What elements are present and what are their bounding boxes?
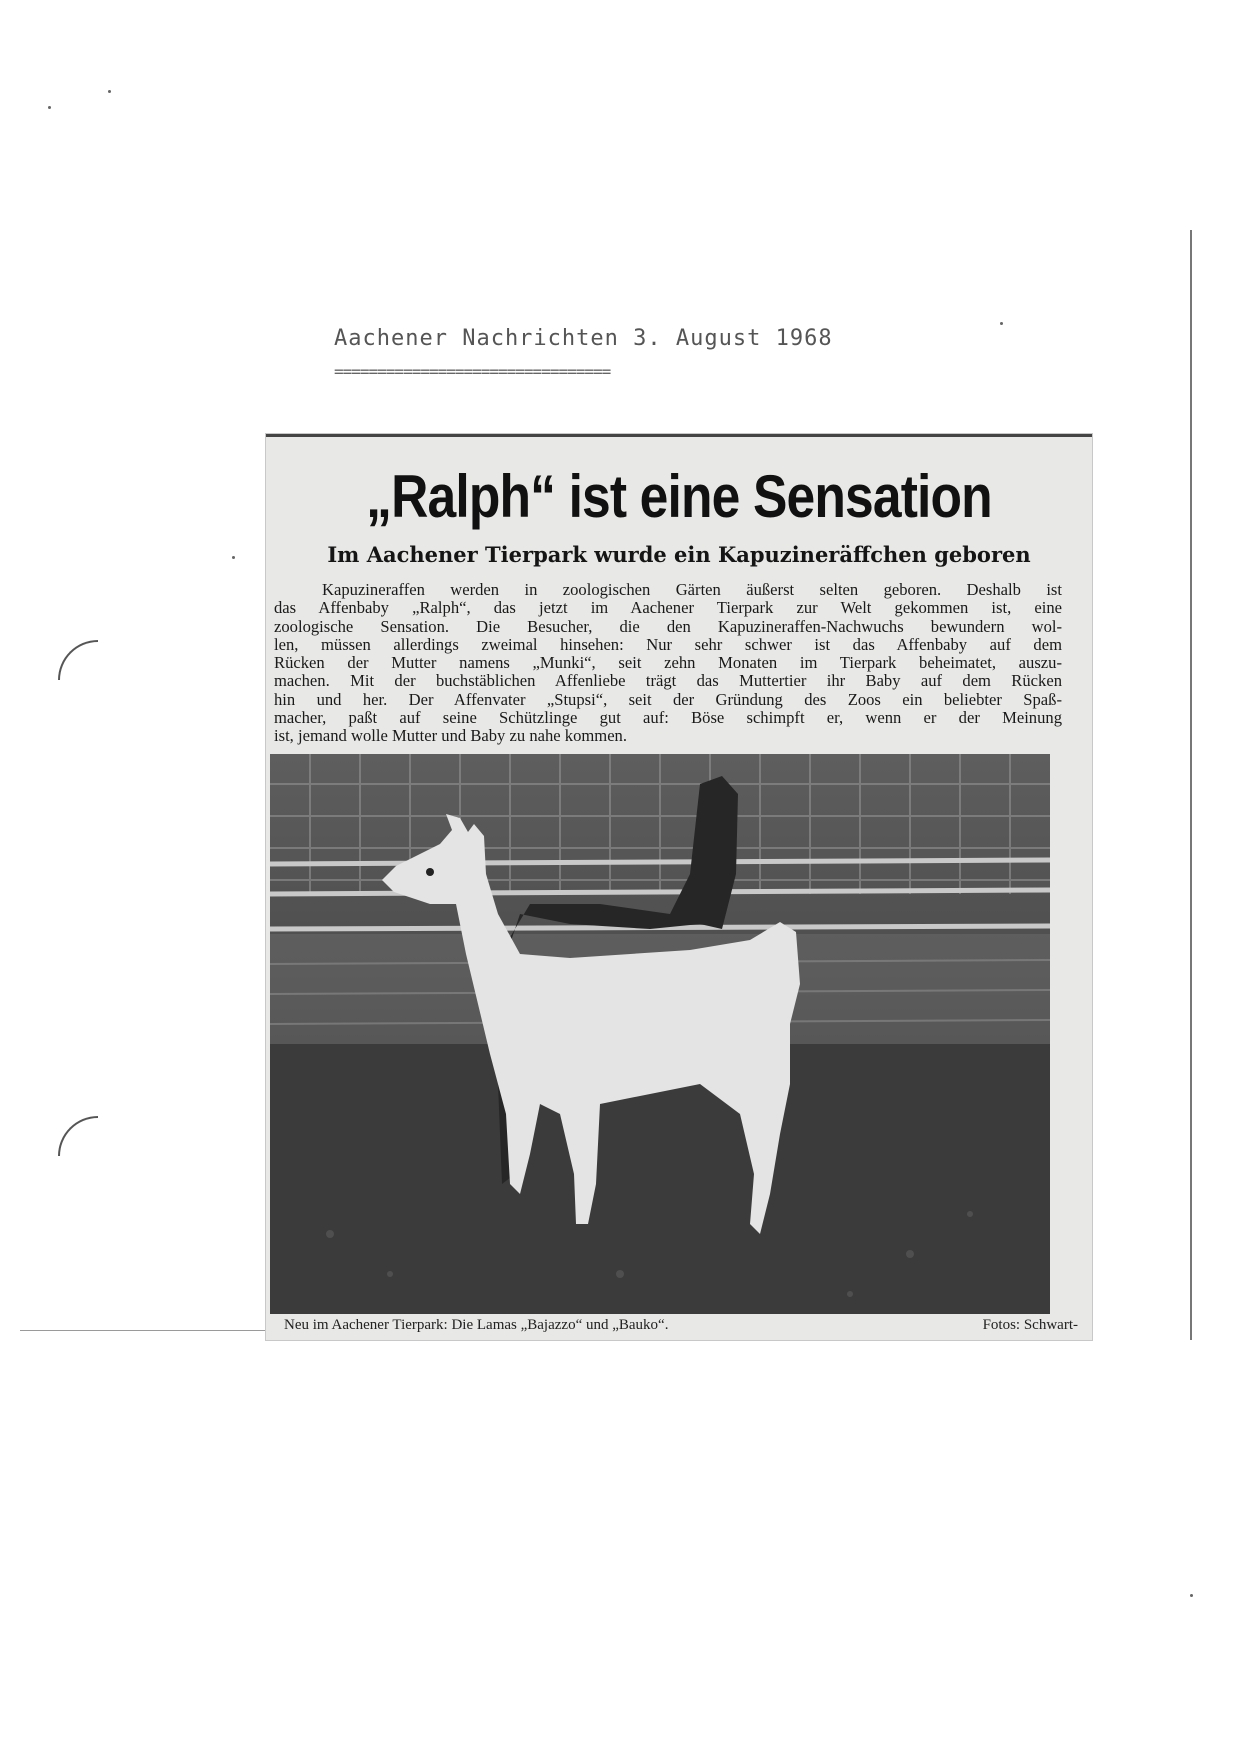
punch-hole-bottom <box>58 1116 98 1156</box>
punch-hole-top <box>58 640 98 680</box>
newspaper-clipping <box>266 434 1092 1340</box>
scan-speck <box>232 556 235 559</box>
scan-speck <box>108 90 111 93</box>
article-line: ist, jemand wolle Mutter und Baby zu nahe kommen. <box>274 726 628 746</box>
photo-caption <box>284 1317 1084 1337</box>
subheadline: Im Aachener Tierpark wurde ein Kapuzineräffchen geboren <box>327 542 1031 567</box>
source-underline: ================================ <box>334 362 611 381</box>
right-page-edge <box>1190 230 1192 1340</box>
article-line: zoologische Sensation. Die Besucher, die den Kapuzineraffen-Nachwuchs bewundern wol- <box>274 616 1062 636</box>
llama-photo-drawing <box>270 754 1050 1314</box>
fence-mesh <box>270 754 1050 894</box>
llama-eye <box>426 868 434 876</box>
llama-photo <box>270 754 1050 1314</box>
article-line: machen. Mit der buchstäblichen Affenliebe trägt das Muttertier ihr Baby auf dem Rücken <box>274 671 1062 691</box>
scan-speck <box>1190 1594 1193 1597</box>
source-line: Aachener Nachrichten 3. August 1968 <box>334 326 833 351</box>
scan-speck <box>48 106 51 109</box>
clipping-top-rule <box>266 434 1092 437</box>
caption-text: Neu im Aachener Tierpark: Die Lamas „Bajazzo“ und „Bauko“. <box>284 1317 669 1333</box>
scan-speck <box>1000 322 1003 325</box>
article-line: Rücken der Mutter namens „Munki“, seit zehn Monaten im Tierpark beheimatet, auszu- <box>274 653 1062 673</box>
article-line: hin und her. Der Affenvater „Stupsi“, seit der Gründung des Zoos ein beliebter Spaß- <box>274 689 1062 709</box>
headline: „Ralph“ ist eine Sensation <box>366 463 992 530</box>
article-line: len, müssen allerdings zweimal hinsehen: Nur sehr schwer ist das Affenbaby auf dem <box>274 634 1062 654</box>
article-line: Kapuzineraffen werden in zoologischen Gärten äußerst selten geboren. Deshalb ist <box>322 580 1062 599</box>
article-body <box>274 581 1062 746</box>
photo-credit: Fotos: Schwart- <box>982 1317 1078 1333</box>
article-line: macher, paßt auf seine Schützlinge gut auf: Böse schimpft er, wenn er der Meinung <box>274 708 1062 728</box>
article-line: das Affenbaby „Ralph“, das jetzt im Aachener Tierpark zur Welt gekommen ist, eine <box>274 598 1062 618</box>
